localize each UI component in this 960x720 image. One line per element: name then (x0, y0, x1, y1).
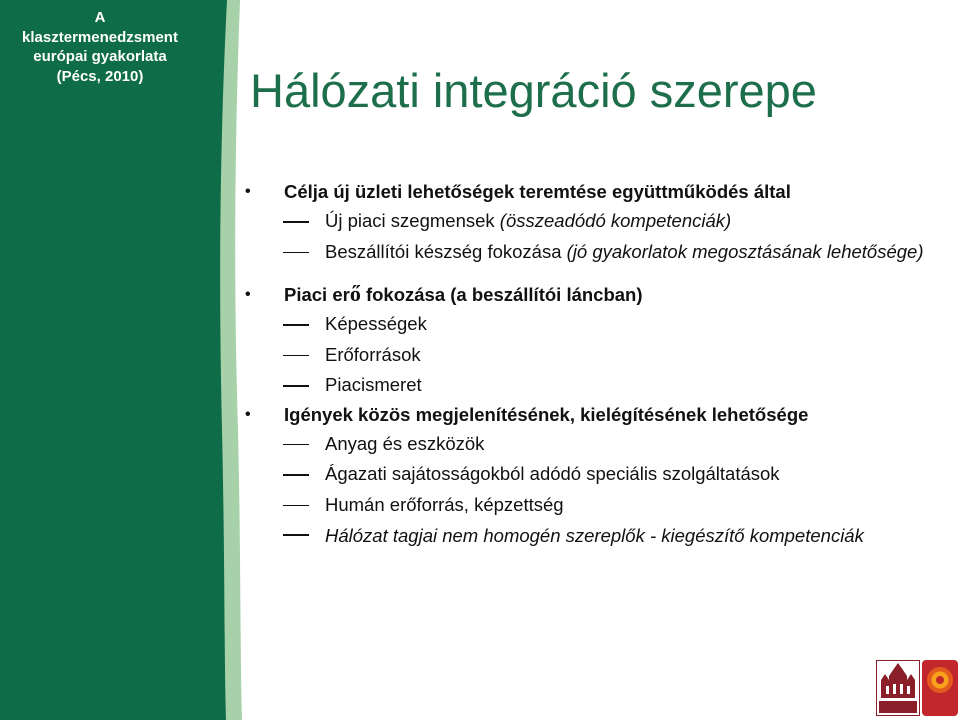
sub-bullet-text: Új piaci szegmensek (325, 210, 500, 231)
sub-bullet-text: Erőforrások (325, 343, 421, 365)
dash-icon (283, 505, 309, 507)
riu-logo-text-band (925, 699, 955, 713)
riu-logo (922, 660, 958, 716)
sub-bullet-item (245, 309, 945, 340)
bullet-text: Igények közös megjelenítésének, kielégítésének lehetősége (284, 403, 809, 425)
sub-bullet-italic-text: (jó gyakorlatok megosztásának lehetősége) (566, 240, 924, 262)
bullet-list (245, 178, 945, 548)
dash-icon (283, 444, 309, 446)
bullet-dot-icon: • (245, 286, 251, 303)
sub-bullet-text: Képességek (325, 313, 427, 334)
sub-bullet-item (245, 520, 945, 548)
dash-icon (283, 252, 309, 254)
header-line-2: klasztermenedzsment (22, 28, 178, 46)
sidebar-band (0, 0, 227, 720)
sub-bullet-item (245, 459, 945, 490)
sub-bullet-item (245, 370, 945, 401)
sub-bullet-item (245, 490, 945, 521)
header-line-1: A (94, 9, 106, 26)
sub-bullet-text: Beszállítói készség fokozása (325, 240, 567, 262)
dash-icon (283, 534, 309, 536)
dash-icon (283, 355, 309, 357)
sub-bullet-text: Ágazati sajátosságokból adódó speciális szolgáltatások (325, 463, 780, 484)
bullet-text-part-a: Piaci er (284, 284, 350, 305)
chamber-logo-window (893, 684, 896, 694)
bullet-item (245, 281, 945, 309)
header-line-3: európai gyakorlata (33, 48, 167, 65)
dash-icon (283, 324, 309, 326)
riu-logo-swirl-inner (936, 676, 944, 684)
bullet-text-part-b: fokozása (a beszállítói láncban) (360, 284, 643, 305)
bullet-item (245, 401, 945, 429)
bullet-text: Célja új üzleti lehetőségek teremtése együttműködés által (284, 181, 791, 202)
chamber-logo-window (900, 684, 903, 694)
sub-bullet-italic-text: (összeadódó kompetenciák) (499, 210, 732, 231)
chamber-logo-text-band (879, 701, 917, 713)
sub-bullet-item (245, 206, 945, 237)
chamber-logo (876, 660, 920, 716)
dash-icon (283, 474, 309, 476)
sub-bullet-item (245, 340, 945, 371)
sub-bullet-text: Piacismeret (325, 374, 422, 395)
sub-bullet-item (245, 237, 945, 268)
chamber-logo-window (907, 686, 910, 694)
sub-bullet-text: Anyag és eszközök (325, 432, 485, 454)
dash-icon (283, 385, 309, 387)
header-line-4: (Pécs, 2010) (56, 67, 144, 85)
slide-title: Hálózati integráció szerepe (250, 64, 817, 117)
bullet-dot-icon: • (245, 183, 251, 200)
sub-bullet-italic-text: Hálózat tagjai nem homogén szereplők - kiegészítő kompetenciák (325, 525, 864, 546)
bullet-item (245, 178, 945, 206)
sub-bullet-text: Humán erőforrás, képzettség (325, 493, 564, 515)
bullet-dot-icon: • (245, 405, 251, 423)
bullet-text-accent-char: ő (349, 281, 361, 306)
chamber-logo-window (886, 686, 889, 694)
presentation-header (0, 8, 200, 86)
sub-bullet-item (245, 429, 945, 460)
dash-icon (283, 221, 309, 223)
